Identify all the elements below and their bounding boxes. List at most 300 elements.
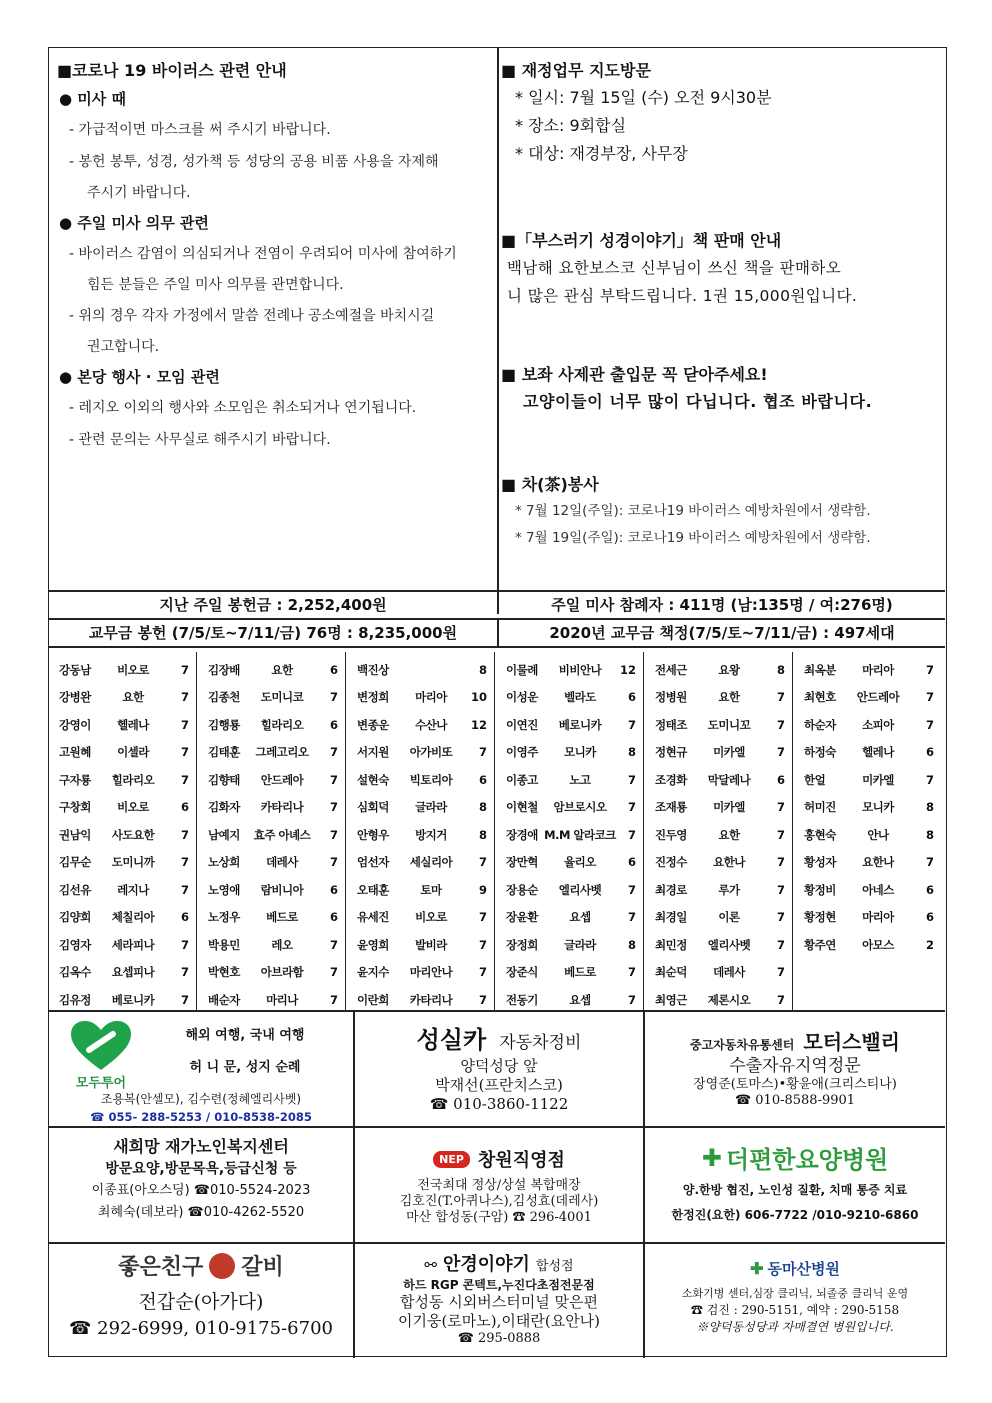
travel-contact-names: 조용복(안셀모), 김수련(정혜엘리사벳): [100, 1092, 302, 1106]
donor-baptismal-name: 미카엘: [713, 800, 745, 815]
donor-name: 전세근: [655, 662, 687, 677]
donor-row: [347, 904, 494, 932]
donor-count: 6: [627, 855, 636, 870]
donor-baptismal-name: 요셉: [569, 910, 591, 925]
donor-count: 7: [180, 992, 189, 1007]
donor-row: [496, 849, 643, 877]
donor-name: 서지원: [357, 745, 389, 760]
donor-name: 이종고: [506, 772, 538, 787]
donor-row: [49, 711, 196, 739]
donor-row: [49, 656, 196, 684]
donor-count: 8: [478, 800, 487, 815]
donor-baptismal-name: 마리나: [266, 992, 298, 1007]
donor-count: 6: [925, 745, 934, 760]
corona-title: ■코로나 19 바이러스 관련 안내: [57, 61, 287, 80]
donor-name: 배순자: [208, 992, 240, 1007]
donor-row: [198, 849, 345, 877]
chef-logo-icon: [209, 1253, 235, 1279]
donor-baptismal-name: 세실리아: [409, 855, 453, 870]
donor-baptismal-name: 요한: [122, 690, 144, 705]
donor-row: [496, 876, 643, 904]
book-text: 백남해 요한보스코 신부님이 쓰신 책을 판매하오: [507, 259, 842, 277]
right-notices: [501, 58, 943, 552]
car-name: 성실카: [416, 1025, 487, 1054]
donor-count: 7: [180, 937, 189, 952]
donor-row: [198, 684, 345, 712]
offering-total: 지난 주일 봉헌금 : 2,252,400원: [159, 596, 387, 614]
donor-baptismal-name: 토마: [420, 882, 442, 897]
finance-item: * 일시: 7월 15일 (수) 오전 9시30분: [515, 88, 772, 107]
donor-name: 김행룡: [208, 717, 240, 732]
welfare-ad: [53, 1136, 349, 1224]
donor-row: [496, 959, 643, 987]
donor-baptismal-name: 벨라도: [564, 690, 596, 705]
glasses-name: 안경이야기: [442, 1254, 530, 1275]
donor-count: 7: [627, 800, 636, 815]
donor-name: 변종운: [357, 717, 389, 732]
donor-name: 장경애: [506, 827, 538, 842]
donor-count: 7: [329, 965, 338, 980]
nep-logo-icon: NEP: [433, 1151, 470, 1168]
donor-count: 7: [180, 690, 189, 705]
donor-baptismal-name: 이론: [718, 910, 740, 925]
donor-row: [645, 904, 792, 932]
donor-baptismal-name: 요셉피나: [111, 965, 155, 980]
glasses-ad: [355, 1250, 643, 1347]
top-divider: [497, 48, 499, 614]
donor-name: 유세진: [357, 910, 389, 925]
hospital-phone: 한정진(요한) 606-7722 /010-9210-6860: [671, 1208, 919, 1222]
donor-name: 심회덕: [357, 800, 389, 815]
donor-name: 안형우: [357, 827, 389, 842]
corona-notice: [57, 58, 497, 456]
donor-count: 6: [925, 882, 934, 897]
donor-name: 윤영희: [357, 937, 389, 952]
donor-row: [198, 656, 345, 684]
donor-row: [645, 876, 792, 904]
donor-name: 김종천: [208, 690, 240, 705]
donor-baptismal-name: 모니카: [862, 800, 894, 815]
donor-count: 8: [925, 827, 934, 842]
donor-row: [49, 821, 196, 849]
donor-row: [347, 959, 494, 987]
donor-baptismal-name: 노고: [569, 772, 591, 787]
donor-baptismal-name: 힐라리오: [111, 772, 155, 787]
car-location: 양덕성당 앞: [460, 1057, 538, 1075]
donor-baptismal-name: 사도요한: [111, 827, 155, 842]
donor-baptismal-name: 아브라함: [260, 965, 304, 980]
donor-count: 6: [627, 690, 636, 705]
donor-baptismal-name: 안나: [867, 827, 889, 842]
donor-name: 조경화: [655, 772, 687, 787]
donor-count: 7: [329, 855, 338, 870]
donor-row: [645, 656, 792, 684]
galbi-owner: 전갑순(아가다): [138, 1291, 264, 1313]
donor-name: 김태훈: [208, 745, 240, 760]
donor-column-divider: [345, 652, 346, 1010]
donor-row: [347, 684, 494, 712]
donor-count: 6: [329, 882, 338, 897]
donor-count: 7: [627, 717, 636, 732]
donor-name: 엄선자: [357, 855, 389, 870]
donor-baptismal-name: 율리오: [564, 855, 596, 870]
donor-name: 김옥수: [59, 965, 91, 980]
donor-row: [496, 794, 643, 822]
donor-row: [49, 684, 196, 712]
donor-name: 노영애: [208, 882, 240, 897]
donor-count: 7: [329, 745, 338, 760]
donor-baptismal-name: 세라피나: [111, 937, 155, 952]
donor-baptismal-name: 요한나: [862, 855, 894, 870]
donor-name: 김양희: [59, 910, 91, 925]
donor-row: [49, 739, 196, 767]
donor-name: 황성자: [804, 855, 836, 870]
donor-count: 12: [471, 717, 488, 732]
donor-row: [794, 739, 941, 767]
donor-name: 백진상: [357, 662, 389, 677]
donor-name: 황정비: [804, 882, 836, 897]
galbi-name-2: 갈비: [241, 1254, 284, 1280]
donor-name: 구창회: [59, 800, 91, 815]
glasses-sub: 합성점: [535, 1259, 574, 1274]
donor-row: [496, 684, 643, 712]
donor-name: 이란희: [357, 992, 389, 1007]
welfare-contact: 이종표(아오스딩) ☎010-5524-2023: [91, 1183, 311, 1198]
events-heading: ● 본당 행사 · 모임 관련: [59, 368, 220, 386]
donor-baptismal-name: 요한: [718, 827, 740, 842]
donor-column: [794, 656, 941, 959]
donor-name: 박용민: [208, 937, 240, 952]
donor-row: [794, 794, 941, 822]
donor-count: 7: [776, 855, 785, 870]
donor-name: 김무순: [59, 855, 91, 870]
donor-count: 6: [329, 662, 338, 677]
donor-name: 이현철: [506, 800, 538, 815]
donor-row: [496, 766, 643, 794]
donor-name: 노상희: [208, 855, 240, 870]
donor-column: [198, 656, 345, 1014]
finance-item: * 대상: 재경부장, 사무장: [515, 144, 688, 163]
dongma-ad: [647, 1258, 943, 1335]
donor-count: 7: [776, 690, 785, 705]
hospital-desc: 양.한방 협진, 노인성 질환, 치매 통증 치료: [682, 1183, 908, 1197]
donor-column-divider: [494, 652, 495, 1010]
donor-row: [347, 794, 494, 822]
donor-name: 강영이: [59, 717, 91, 732]
donor-baptismal-name: 엘리사벳: [558, 882, 602, 897]
donor-name: 진정수: [655, 855, 687, 870]
donor-name: 이연진: [506, 717, 538, 732]
donor-baptismal-name: 레오: [271, 937, 293, 952]
donor-name: 김화자: [208, 800, 240, 815]
donor-row: [645, 766, 792, 794]
door-title: ■ 보좌 사제관 출입문 꼭 닫아주세요!: [501, 365, 768, 384]
donor-count: 7: [925, 717, 934, 732]
donor-baptismal-name: 글라라: [564, 937, 596, 952]
donor-name: 최옥분: [804, 662, 836, 677]
donor-row: [347, 849, 494, 877]
book-text: 니 많은 관심 부탁드립니다. 1권 15,000원입니다.: [507, 287, 858, 305]
donor-row: [198, 739, 345, 767]
donor-baptismal-name: 헬레나: [862, 745, 894, 760]
donor-row: [794, 684, 941, 712]
sunday-heading: ● 주일 미사 의무 관련: [59, 214, 209, 232]
donor-count: 8: [627, 937, 636, 952]
donor-count: 7: [478, 745, 487, 760]
donor-count: 7: [180, 662, 189, 677]
donor-row: [347, 656, 494, 684]
cross-icon: ✚: [750, 1259, 764, 1278]
donor-name: 최민정: [655, 937, 687, 952]
donor-name: 변정희: [357, 690, 389, 705]
donor-baptismal-name: 베드로: [266, 910, 298, 925]
finance-title: ■ 재정업무 지도방문: [501, 61, 651, 80]
donor-baptismal-name: 힐라리오: [260, 717, 304, 732]
donor-baptismal-name: 빅토리아: [409, 772, 453, 787]
donor-count: 6: [478, 772, 487, 787]
donor-row: [49, 959, 196, 987]
donor-row: [794, 931, 941, 959]
donor-name: 김선유: [59, 882, 91, 897]
car-phone: ☎ 010-3860-1122: [429, 1095, 569, 1113]
donor-baptismal-name: 안드레아: [856, 690, 900, 705]
donor-name: 정현규: [655, 745, 687, 760]
donor-name: 장정희: [506, 937, 538, 952]
hospital-ad: [647, 1140, 943, 1223]
donor-name: 최영근: [655, 992, 687, 1007]
travel-line-1: 해외 여행, 국내 여행: [185, 1028, 305, 1043]
donor-baptismal-name: 마리안나: [409, 965, 453, 980]
attendance-total: 주일 미사 참례자 : 411명 (남:135명 / 여:276명): [551, 596, 893, 614]
donor-baptismal-name: 이셀라: [117, 745, 149, 760]
donor-row: [645, 684, 792, 712]
cross-icon: ✚: [701, 1143, 722, 1172]
donor-grid: [49, 652, 945, 1010]
donor-count: 9: [478, 882, 487, 897]
donor-count: 7: [776, 827, 785, 842]
donor-column: [496, 656, 643, 1014]
welfare-contact: 최혜숙(데보라) ☎010-4262-5520: [97, 1205, 305, 1220]
nep-name: 창원직영점: [477, 1150, 565, 1171]
donor-baptismal-name: 미카엘: [862, 772, 894, 787]
donor-row: [198, 766, 345, 794]
donor-name: 권남익: [59, 827, 91, 842]
heart-logo-icon: [69, 1020, 133, 1091]
hospital-name: 더편한요양병원: [725, 1146, 889, 1174]
donor-row: [645, 821, 792, 849]
donor-baptismal-name: 베로니카: [558, 717, 602, 732]
donor-count: 7: [180, 745, 189, 760]
donor-count: 7: [180, 772, 189, 787]
donor-row: [496, 711, 643, 739]
nep-ad: [355, 1146, 643, 1226]
donor-name: 강병완: [59, 690, 91, 705]
donor-baptismal-name: 비비안나: [558, 662, 602, 677]
donor-baptismal-name: 카타리나: [260, 800, 304, 815]
donor-name: 이물례: [506, 662, 538, 677]
donor-row: [496, 904, 643, 932]
donor-row: [645, 931, 792, 959]
donor-count: 7: [180, 855, 189, 870]
donor-column: [645, 656, 792, 1014]
donor-baptismal-name: 요한: [718, 690, 740, 705]
donor-column-divider: [196, 652, 197, 1010]
donor-name: 강동남: [59, 662, 91, 677]
donor-name: 장만혁: [506, 855, 538, 870]
events-item: - 관련 문의는 사무실로 해주시기 바랍니다.: [69, 432, 331, 448]
donor-column-divider: [643, 652, 644, 1010]
donor-count: 8: [627, 745, 636, 760]
donor-baptismal-name: 요한나: [713, 855, 745, 870]
sunday-item: - 위의 경우 각자 가정에서 말씀 전례나 공소예절을 바치시길: [69, 308, 435, 324]
donor-baptismal-name: 소피아: [862, 717, 894, 732]
car-owner: 박재선(프란치스코): [435, 1076, 563, 1094]
ad-top-line: [49, 1010, 945, 1012]
donor-count: 7: [478, 965, 487, 980]
donor-count: 12: [620, 662, 637, 677]
dongma-desc: 소화기병 센터,심장 클리닉, 뇌졸중 클리닉 운영: [681, 1287, 909, 1300]
mass-item: - 가급적이면 마스크를 써 주시기 바랍니다.: [69, 122, 331, 138]
donor-count: 6: [776, 772, 785, 787]
donor-row: [49, 766, 196, 794]
donor-count: 7: [925, 855, 934, 870]
donor-name: 장용순: [506, 882, 538, 897]
motors-location: 수출자유지역정문: [729, 1056, 861, 1076]
sunday-item-cont: 힘든 분들은 주일 미사 의무를 관면합니다.: [87, 277, 344, 293]
donor-count: 7: [627, 992, 636, 1007]
galbi-phone: ☎ 292-6999, 010-9175-6700: [69, 1318, 333, 1339]
donor-name: 김향태: [208, 772, 240, 787]
mass-item-cont: 주시기 바랍니다.: [87, 185, 191, 201]
donor-row: [49, 876, 196, 904]
tea-title: ■ 차(茶)봉사: [501, 475, 599, 494]
donor-baptismal-name: 도미니코: [260, 690, 304, 705]
donor-row: [198, 959, 345, 987]
dongma-name: 동마산병원: [767, 1260, 840, 1278]
donor-count: 7: [478, 937, 487, 952]
donor-count: 8: [925, 800, 934, 815]
donor-baptismal-name: 베로니카: [111, 992, 155, 1007]
glasses-location: 합성동 시외버스터미널 맞은편: [400, 1293, 598, 1311]
glasses-icon: ⚯: [424, 1256, 437, 1274]
donor-baptismal-name: 카타리나: [409, 992, 453, 1007]
donor-row: [645, 794, 792, 822]
donor-row: [347, 711, 494, 739]
donor-row: [645, 739, 792, 767]
donor-name: 한얼: [804, 772, 826, 787]
donor-baptismal-name: 람비니아: [260, 882, 304, 897]
donor-row: [49, 904, 196, 932]
donor-baptismal-name: 루가: [718, 882, 740, 897]
donor-count: 7: [180, 827, 189, 842]
donor-count: 7: [329, 992, 338, 1007]
donor-baptismal-name: 방지거: [415, 827, 447, 842]
travel-phone: ☎ 055- 288-5253 / 010-8538-2085: [90, 1110, 312, 1124]
donor-row: [794, 849, 941, 877]
donor-count: 7: [925, 772, 934, 787]
donor-name: 남예지: [208, 827, 240, 842]
door-text: 고양이들이 너무 많이 다닙니다. 협조 바랍니다.: [523, 392, 873, 411]
donor-name: 윤지수: [357, 965, 389, 980]
donor-row: [198, 711, 345, 739]
donor-row: [347, 931, 494, 959]
donor-count: 6: [180, 910, 189, 925]
donor-count: 7: [329, 827, 338, 842]
donor-baptismal-name: 비오로: [117, 662, 149, 677]
donor-baptismal-name: 데레사: [713, 965, 745, 980]
donor-row: [645, 959, 792, 987]
donor-baptismal-name: 모니카: [564, 745, 596, 760]
donor-name: 장준식: [506, 965, 538, 980]
donor-baptismal-name: 헬레나: [117, 717, 149, 732]
donor-count: 6: [329, 910, 338, 925]
travel-ad: [53, 1016, 349, 1124]
donor-count: 7: [776, 745, 785, 760]
donor-count: 10: [471, 690, 488, 705]
donor-baptismal-name: 아모스: [862, 937, 894, 952]
donor-count: 7: [329, 690, 338, 705]
ad-mid-line-2: [49, 1242, 945, 1244]
donor-baptismal-name: 레지나: [117, 882, 149, 897]
donor-row: [198, 821, 345, 849]
donor-baptismal-name: 막달레나: [707, 772, 751, 787]
donor-name: 김유정: [59, 992, 91, 1007]
donor-row: [198, 931, 345, 959]
travel-brand: 모두투어: [75, 1076, 127, 1091]
travel-line-2: 허 니 문, 성지 순례: [189, 1060, 301, 1075]
donor-count: 6: [925, 910, 934, 925]
donor-row: [645, 711, 792, 739]
donor-count: 7: [627, 772, 636, 787]
glasses-desc: 하드 RGP 콘텍트,누진다초점전문점: [403, 1278, 595, 1292]
donor-count: 6: [329, 717, 338, 732]
donor-count: 7: [627, 882, 636, 897]
donor-row: [347, 821, 494, 849]
donor-count: 7: [776, 800, 785, 815]
donor-row: [198, 876, 345, 904]
donor-baptismal-name: 암브로시오: [553, 800, 607, 815]
donor-count: 2: [925, 937, 934, 952]
mass-item: - 봉헌 봉투, 성경, 성가책 등 성당의 공용 비품 사용을 자제해: [69, 154, 439, 170]
galbi-name-1: 좋은친구: [118, 1254, 204, 1280]
donor-baptismal-name: 아네스: [862, 882, 894, 897]
donor-name: 박현호: [208, 965, 240, 980]
donor-baptismal-name: 그레고리오: [255, 745, 309, 760]
donor-column: [49, 656, 196, 1014]
donor-row: [49, 794, 196, 822]
donor-name: 이영주: [506, 745, 538, 760]
donor-baptismal-name: 엘리사벳: [707, 937, 751, 952]
finance-item: * 장소: 9회합실: [515, 116, 627, 135]
glasses-owners: 이기웅(로마노),이태란(요안나): [397, 1312, 601, 1330]
motors-owners: 장영준(토마스)•황윤애(크리스티나): [693, 1077, 897, 1092]
donor-baptismal-name: 베드로: [564, 965, 596, 980]
donor-count: 7: [180, 717, 189, 732]
motors-prefix: 중고자동차유통센터: [689, 1038, 795, 1052]
donor-count: 7: [925, 690, 934, 705]
donor-count: 7: [180, 965, 189, 980]
donor-count: 7: [478, 992, 487, 1007]
donor-name: 하순자: [804, 717, 836, 732]
donor-row: [496, 821, 643, 849]
donor-row: [198, 794, 345, 822]
dongma-note: ※양덕동성당과 자매결연 병원입니다.: [696, 1320, 894, 1334]
donor-baptismal-name: 요왕: [718, 662, 740, 677]
donor-count: 8: [478, 662, 487, 677]
nep-owners: 김호진(T.아퀴나스),김성효(데레사): [399, 1194, 599, 1209]
donor-baptismal-name: 체칠리아: [111, 910, 155, 925]
donor-name: 장윤환: [506, 910, 538, 925]
